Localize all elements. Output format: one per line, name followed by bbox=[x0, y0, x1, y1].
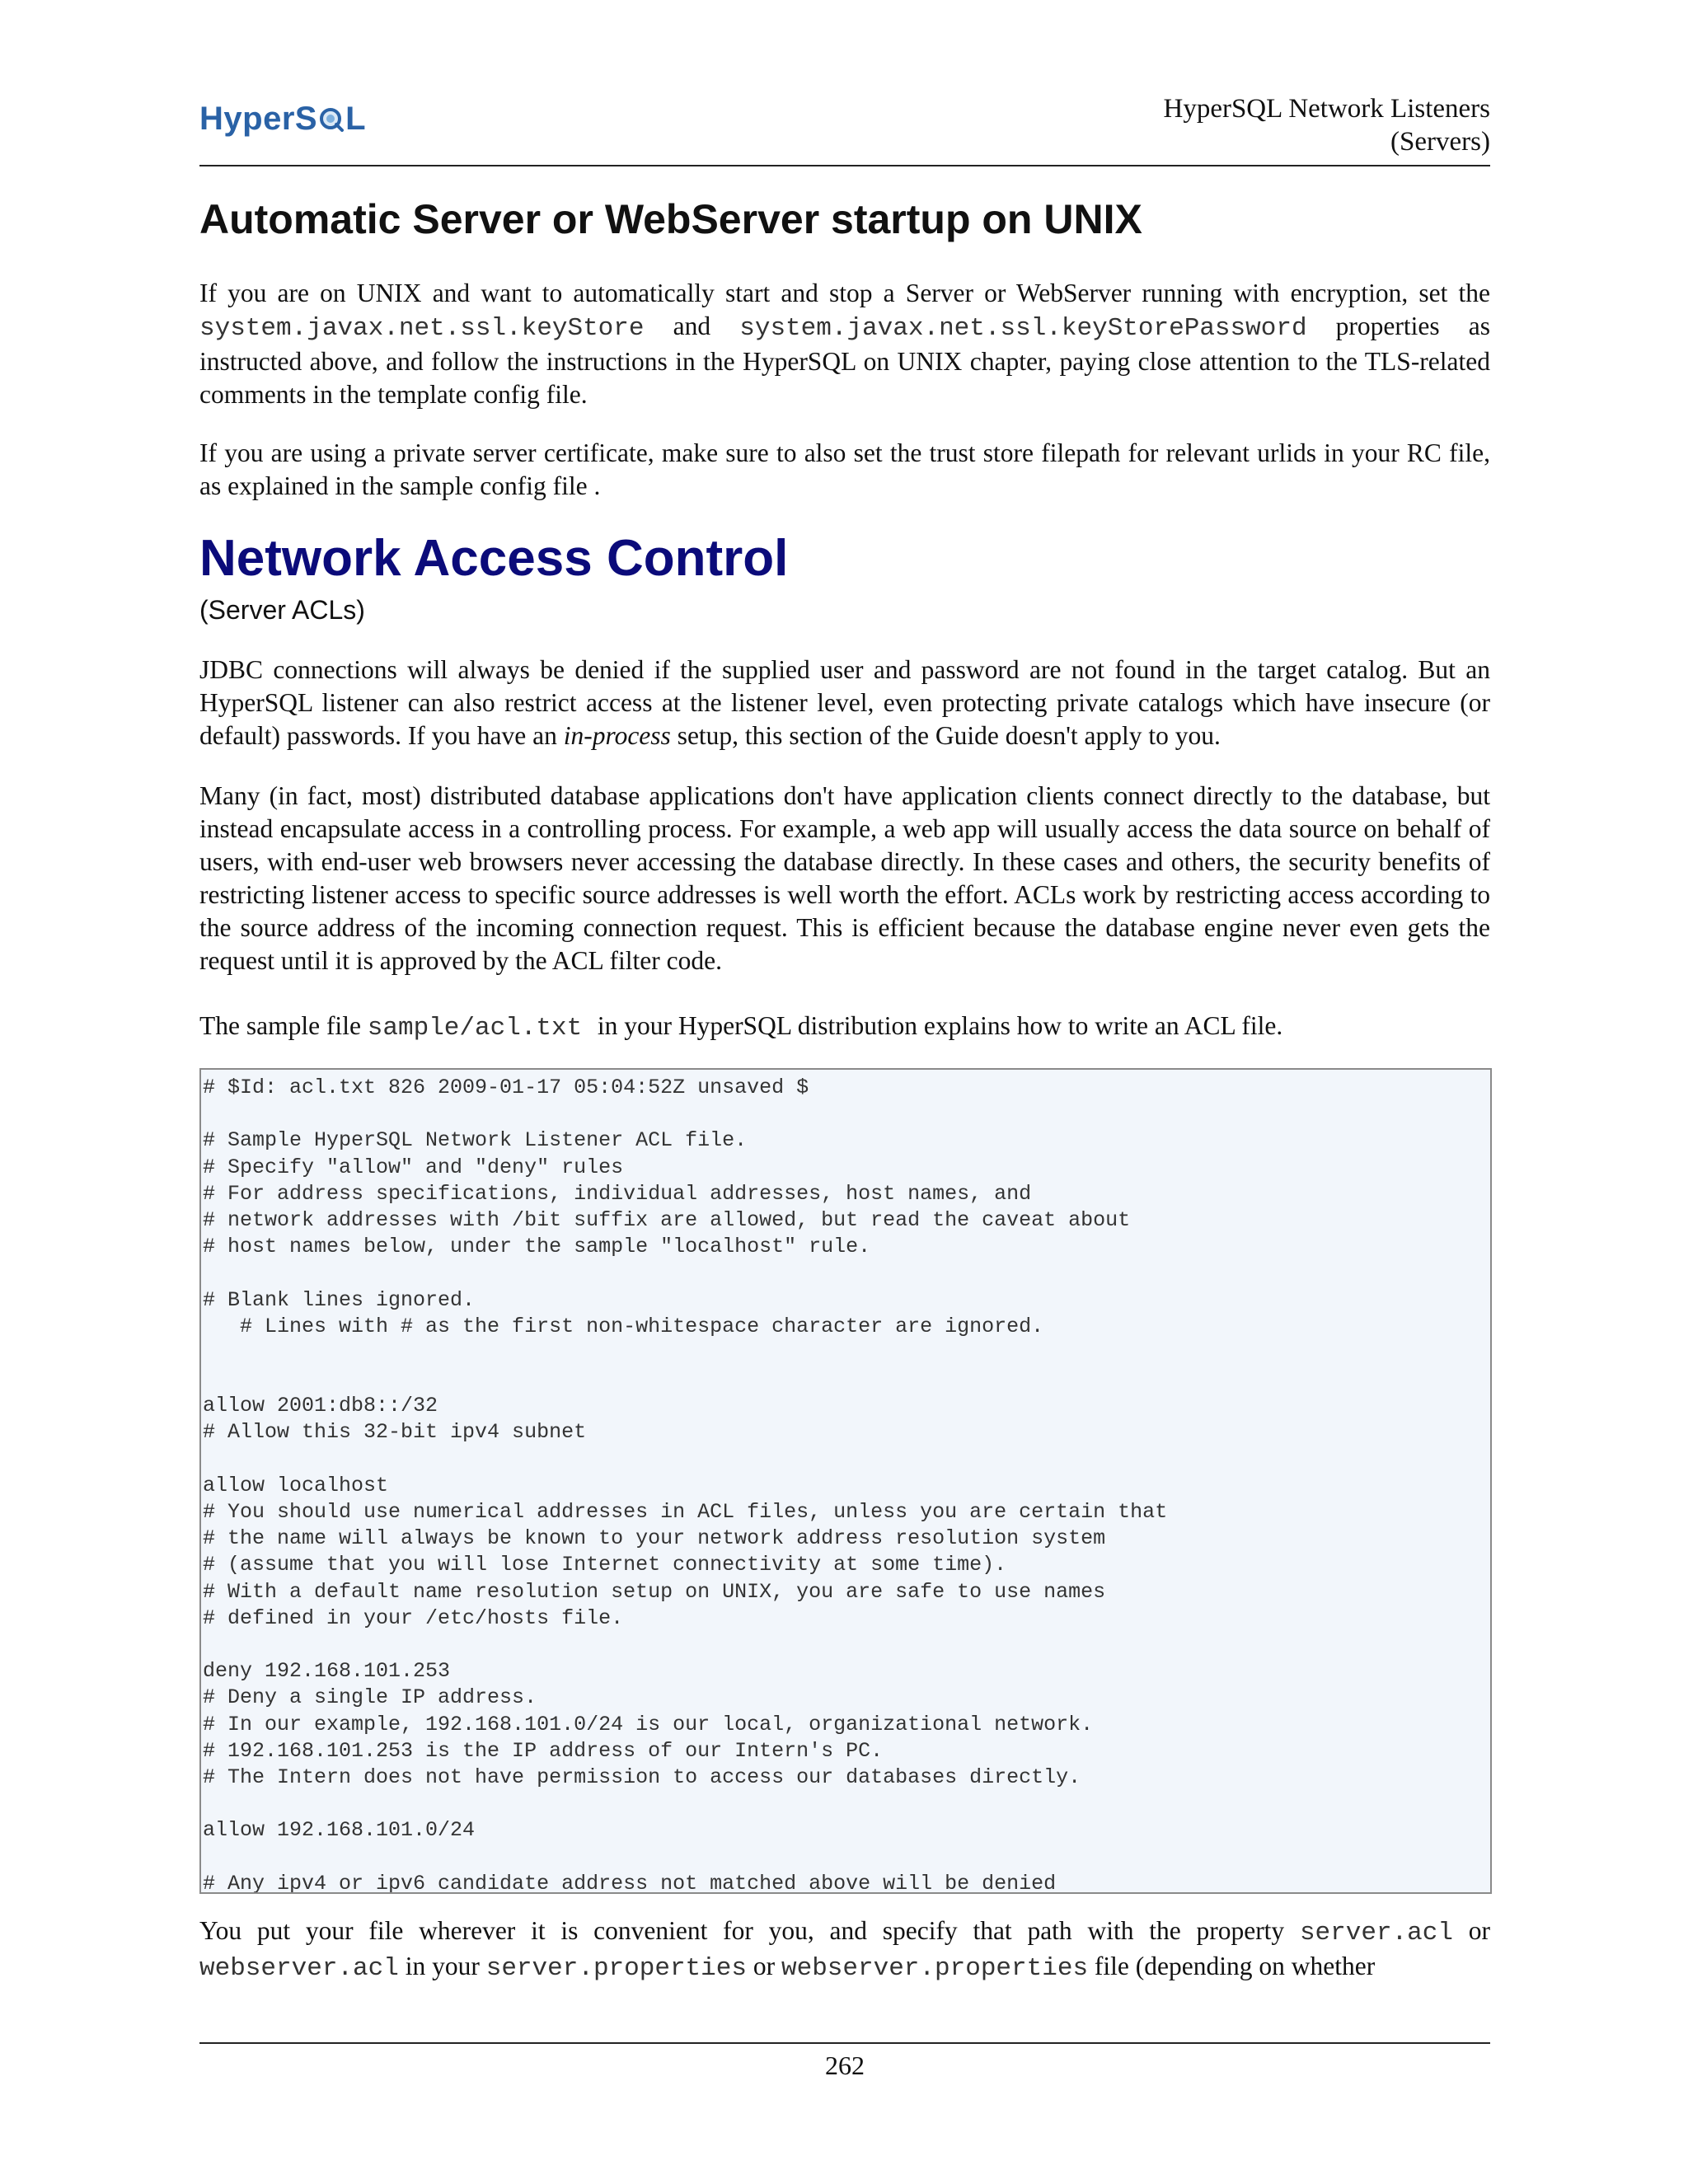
webserver-properties-file: webserver.properties bbox=[781, 1954, 1089, 1983]
sample-acl-filename: sample/acl.txt bbox=[367, 1014, 598, 1043]
code-line: # For address specifications, individual addresses, host names, and bbox=[203, 1181, 1032, 1206]
code-line: deny 192.168.101.253 bbox=[203, 1659, 451, 1684]
keystore-property: system.javax.net.ssl.keyStore bbox=[199, 314, 645, 343]
code-line bbox=[203, 1366, 1489, 1393]
code-line: allow 192.168.101.0/24 bbox=[203, 1818, 476, 1843]
p3-emphasis: in-process bbox=[563, 721, 671, 750]
p6-text-4: or bbox=[746, 1952, 781, 1980]
keystore-password-property: system.javax.net.ssl.keyStorePassword bbox=[739, 314, 1307, 343]
section-heading-network-access-control: Network Access Control bbox=[199, 530, 789, 587]
code-line bbox=[203, 1446, 1489, 1473]
paragraph-distributed-apps: Many (in fact, most) distributed database applications don't have application clients connect directly to the database, but instead encapsulate access in a controlling process. For example, a web app will usually access the data source on behalf of users, with end-user web browsers never accessing the database directly. In these cases and others, the security benefits of restricting listener access to specific source addresses is well worth the effort. ACLs work by restricting access according to the source address of the incoming connection request. This is efficient because the database engine never even gets the request until it is approved by the ACL filter code. bbox=[199, 781, 1490, 975]
p6-text-2: or bbox=[1452, 1916, 1490, 1945]
code-line: # Specify "allow" and "deny" rules bbox=[203, 1155, 624, 1179]
acl-code-listing bbox=[199, 1068, 1492, 1894]
code-line bbox=[203, 1791, 1489, 1817]
logo-text-left: HyperS bbox=[199, 101, 318, 137]
code-line bbox=[203, 1632, 1489, 1658]
code-line: # defined in your /etc/hosts file. bbox=[203, 1605, 624, 1630]
code-line: allow 2001:db8::/32 bbox=[203, 1394, 438, 1418]
code-line: # Sample HyperSQL Network Listener ACL file. bbox=[203, 1128, 748, 1153]
p1-text-1: If you are on UNIX and want to automatically start and stop a Server or WebServer running with encryption, set the bbox=[199, 279, 1490, 307]
code-line: # Allow this 32-bit ipv4 subnet bbox=[203, 1420, 587, 1445]
code-line bbox=[203, 1844, 1489, 1870]
code-line bbox=[203, 1260, 1489, 1286]
p3-text-1: JDBC connections will always be denied if the supplied user and password are not found in the target catalog. But an HyperSQL listener can also restrict access at the listener level, even protecting private catalogs which have insecure (or default) passwords. If you have an bbox=[199, 655, 1490, 750]
hypersql-logo bbox=[199, 101, 366, 138]
footer-divider bbox=[199, 2042, 1490, 2044]
p6-text-3: in your bbox=[398, 1952, 486, 1980]
p6-text-5: file (depending on whether bbox=[1088, 1952, 1376, 1980]
server-acl-property: server.acl bbox=[1299, 1919, 1453, 1947]
code-line: # the name will always be known to your network address resolution system bbox=[203, 1526, 1106, 1551]
code-line: # 192.168.101.253 is the IP address of our Intern's PC. bbox=[203, 1738, 884, 1763]
document-page bbox=[199, 0, 1490, 2184]
paragraph-private-certificate: If you are using a private server certificate, make sure to also set the trust store filepath for relevant urlids in your RC file, as explained in the sample config file . bbox=[199, 438, 1490, 500]
p5-text-1: The sample file bbox=[199, 1011, 368, 1040]
page-header bbox=[199, 92, 1490, 166]
magnifier-q-icon bbox=[319, 107, 344, 132]
server-properties-file: server.properties bbox=[485, 1954, 747, 1983]
code-line: # In our example, 192.168.101.0/24 is our local, organizational network. bbox=[203, 1712, 1094, 1736]
section-heading-unix-startup: Automatic Server or WebServer startup on UNIX bbox=[199, 196, 1142, 242]
header-divider bbox=[199, 165, 1490, 166]
code-line: # host names below, under the sample "localhost" rule. bbox=[203, 1235, 871, 1259]
code-line bbox=[203, 1340, 1489, 1366]
code-line: # Any ipv4 or ipv6 candidate address not matched above will be denied bbox=[203, 1871, 1057, 1894]
p1-text-2: and bbox=[644, 312, 740, 340]
code-line: # $Id: acl.txt 826 2009-01-17 05:04:52Z unsaved $ bbox=[203, 1076, 809, 1099]
header-title-line2: (Servers) bbox=[1390, 127, 1490, 157]
p6-text-1: You put your file wherever it is convenient for you, and specify that path with the property bbox=[199, 1916, 1300, 1945]
p3-text-2: setup, this section of the Guide doesn't apply to you. bbox=[670, 721, 1221, 750]
paragraph-sample-file bbox=[199, 1010, 1490, 1045]
code-line: # You should use numerical addresses in ACL files, unless you are certain that bbox=[203, 1500, 1168, 1524]
paragraph-jdbc-connections bbox=[199, 654, 1490, 752]
code-line: # Blank lines ignored. bbox=[203, 1287, 476, 1312]
p1-text-3: properties as instructed above, and follow the instructions in the HyperSQL on UNIX chapter, paying close attention to the TLS-related comments in the template config file. bbox=[199, 312, 1490, 409]
header-title-line1: HyperSQL Network Listeners bbox=[1163, 94, 1490, 124]
paragraph-acl-property bbox=[199, 1915, 1490, 1985]
code-line bbox=[203, 1101, 1489, 1127]
running-header-title bbox=[1163, 92, 1490, 158]
webserver-acl-property: webserver.acl bbox=[199, 1954, 399, 1983]
paragraph-unix-startup bbox=[199, 277, 1490, 411]
p5-text-2: in your HyperSQL distribution explains how to write an ACL file. bbox=[597, 1011, 1283, 1040]
code-line: # Deny a single IP address. bbox=[203, 1685, 537, 1710]
page-number: 262 bbox=[825, 2050, 865, 2080]
code-line: # With a default name resolution setup on UNIX, you are safe to use names bbox=[203, 1579, 1106, 1604]
section-subtitle: (Server ACLs) bbox=[199, 595, 365, 625]
code-line: # network addresses with /bit suffix are allowed, but read the caveat about bbox=[203, 1207, 1131, 1232]
code-line: # (assume that you will lose Internet connectivity at some time). bbox=[203, 1553, 1007, 1577]
code-line: # Lines with # as the first non-whitespace character are ignored. bbox=[203, 1314, 1044, 1338]
code-line: # The Intern does not have permission to access our databases directly. bbox=[203, 1765, 1081, 1789]
logo-text-right: L bbox=[345, 101, 366, 137]
code-line: allow localhost bbox=[203, 1473, 389, 1497]
